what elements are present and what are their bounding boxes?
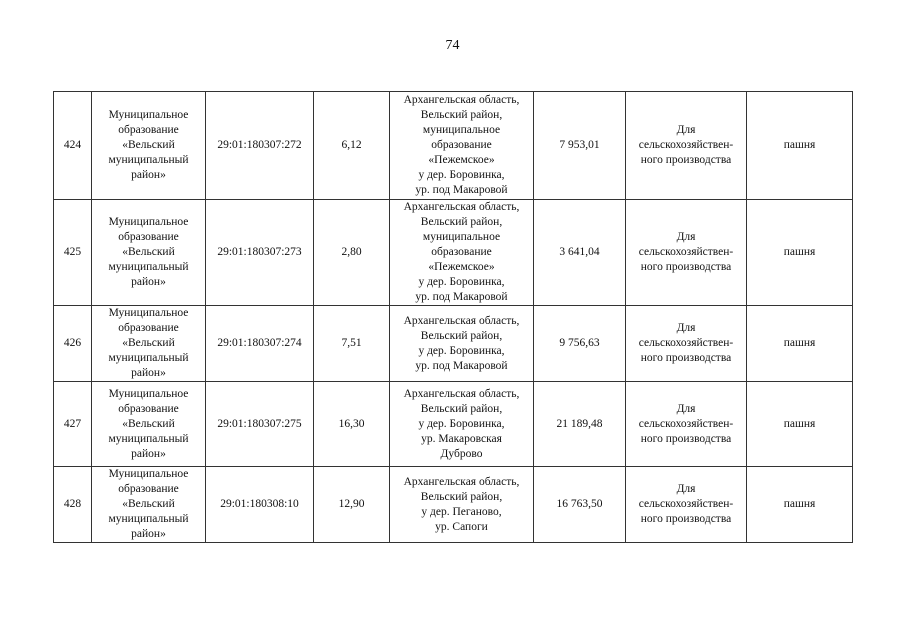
location-cell: Архангельская область, Вельский район, муниципальное образование «Пежемское» у дер. Боровинка, ур. под Макаровой [390,92,534,200]
cadastral-number-cell: 29:01:180307:275 [206,382,314,467]
land-plot-table [53,91,853,543]
owner-cell: Муниципальное образование «Вельский муниципальный район» [92,306,206,382]
cadastral-value-cell: 16 763,50 [534,467,626,543]
location-cell: Архангельская область, Вельский район, у дер. Боровинка, ур. Макаровская Дуброво [390,382,534,467]
cadastral-number-cell: 29:01:180307:274 [206,306,314,382]
cadastral-value-cell: 3 641,04 [534,200,626,306]
table-row [54,382,853,467]
purpose-cell: Для сельскохозяйствен- ного производства [626,200,747,306]
land-type-cell: пашня [747,92,853,200]
row-number-cell: 428 [54,467,92,543]
area-cell: 6,12 [314,92,390,200]
purpose-cell: Для сельскохозяйствен- ного производства [626,382,747,467]
row-number-cell: 426 [54,306,92,382]
cadastral-value-cell: 9 756,63 [534,306,626,382]
table-row [54,467,853,543]
land-type-cell: пашня [747,467,853,543]
purpose-cell: Для сельскохозяйствен- ного производства [626,92,747,200]
land-type-cell: пашня [747,200,853,306]
owner-cell: Муниципальное образование «Вельский муниципальный район» [92,467,206,543]
area-cell: 16,30 [314,382,390,467]
location-cell: Архангельская область, Вельский район, у дер. Пеганово, ур. Сапоги [390,467,534,543]
cadastral-number-cell: 29:01:180307:273 [206,200,314,306]
row-number-cell: 424 [54,92,92,200]
row-number-cell: 425 [54,200,92,306]
area-cell: 2,80 [314,200,390,306]
owner-cell: Муниципальное образование «Вельский муниципальный район» [92,92,206,200]
cadastral-number-cell: 29:01:180308:10 [206,467,314,543]
owner-cell: Муниципальное образование «Вельский муниципальный район» [92,382,206,467]
area-cell: 7,51 [314,306,390,382]
land-type-cell: пашня [747,382,853,467]
location-cell: Архангельская область, Вельский район, муниципальное образование «Пежемское» у дер. Боровинка, ур. под Макаровой [390,200,534,306]
table-row [54,92,853,200]
purpose-cell: Для сельскохозяйствен- ного производства [626,306,747,382]
table-row [54,306,853,382]
land-type-cell: пашня [747,306,853,382]
cadastral-value-cell: 21 189,48 [534,382,626,467]
cadastral-value-cell: 7 953,01 [534,92,626,200]
page-number: 74 [445,38,460,53]
row-number-cell: 427 [54,382,92,467]
owner-cell: Муниципальное образование «Вельский муниципальный район» [92,200,206,306]
cadastral-number-cell: 29:01:180307:272 [206,92,314,200]
table-row [54,200,853,306]
purpose-cell: Для сельскохозяйствен- ного производства [626,467,747,543]
location-cell: Архангельская область, Вельский район, у дер. Боровинка, ур. под Макаровой [390,306,534,382]
area-cell: 12,90 [314,467,390,543]
